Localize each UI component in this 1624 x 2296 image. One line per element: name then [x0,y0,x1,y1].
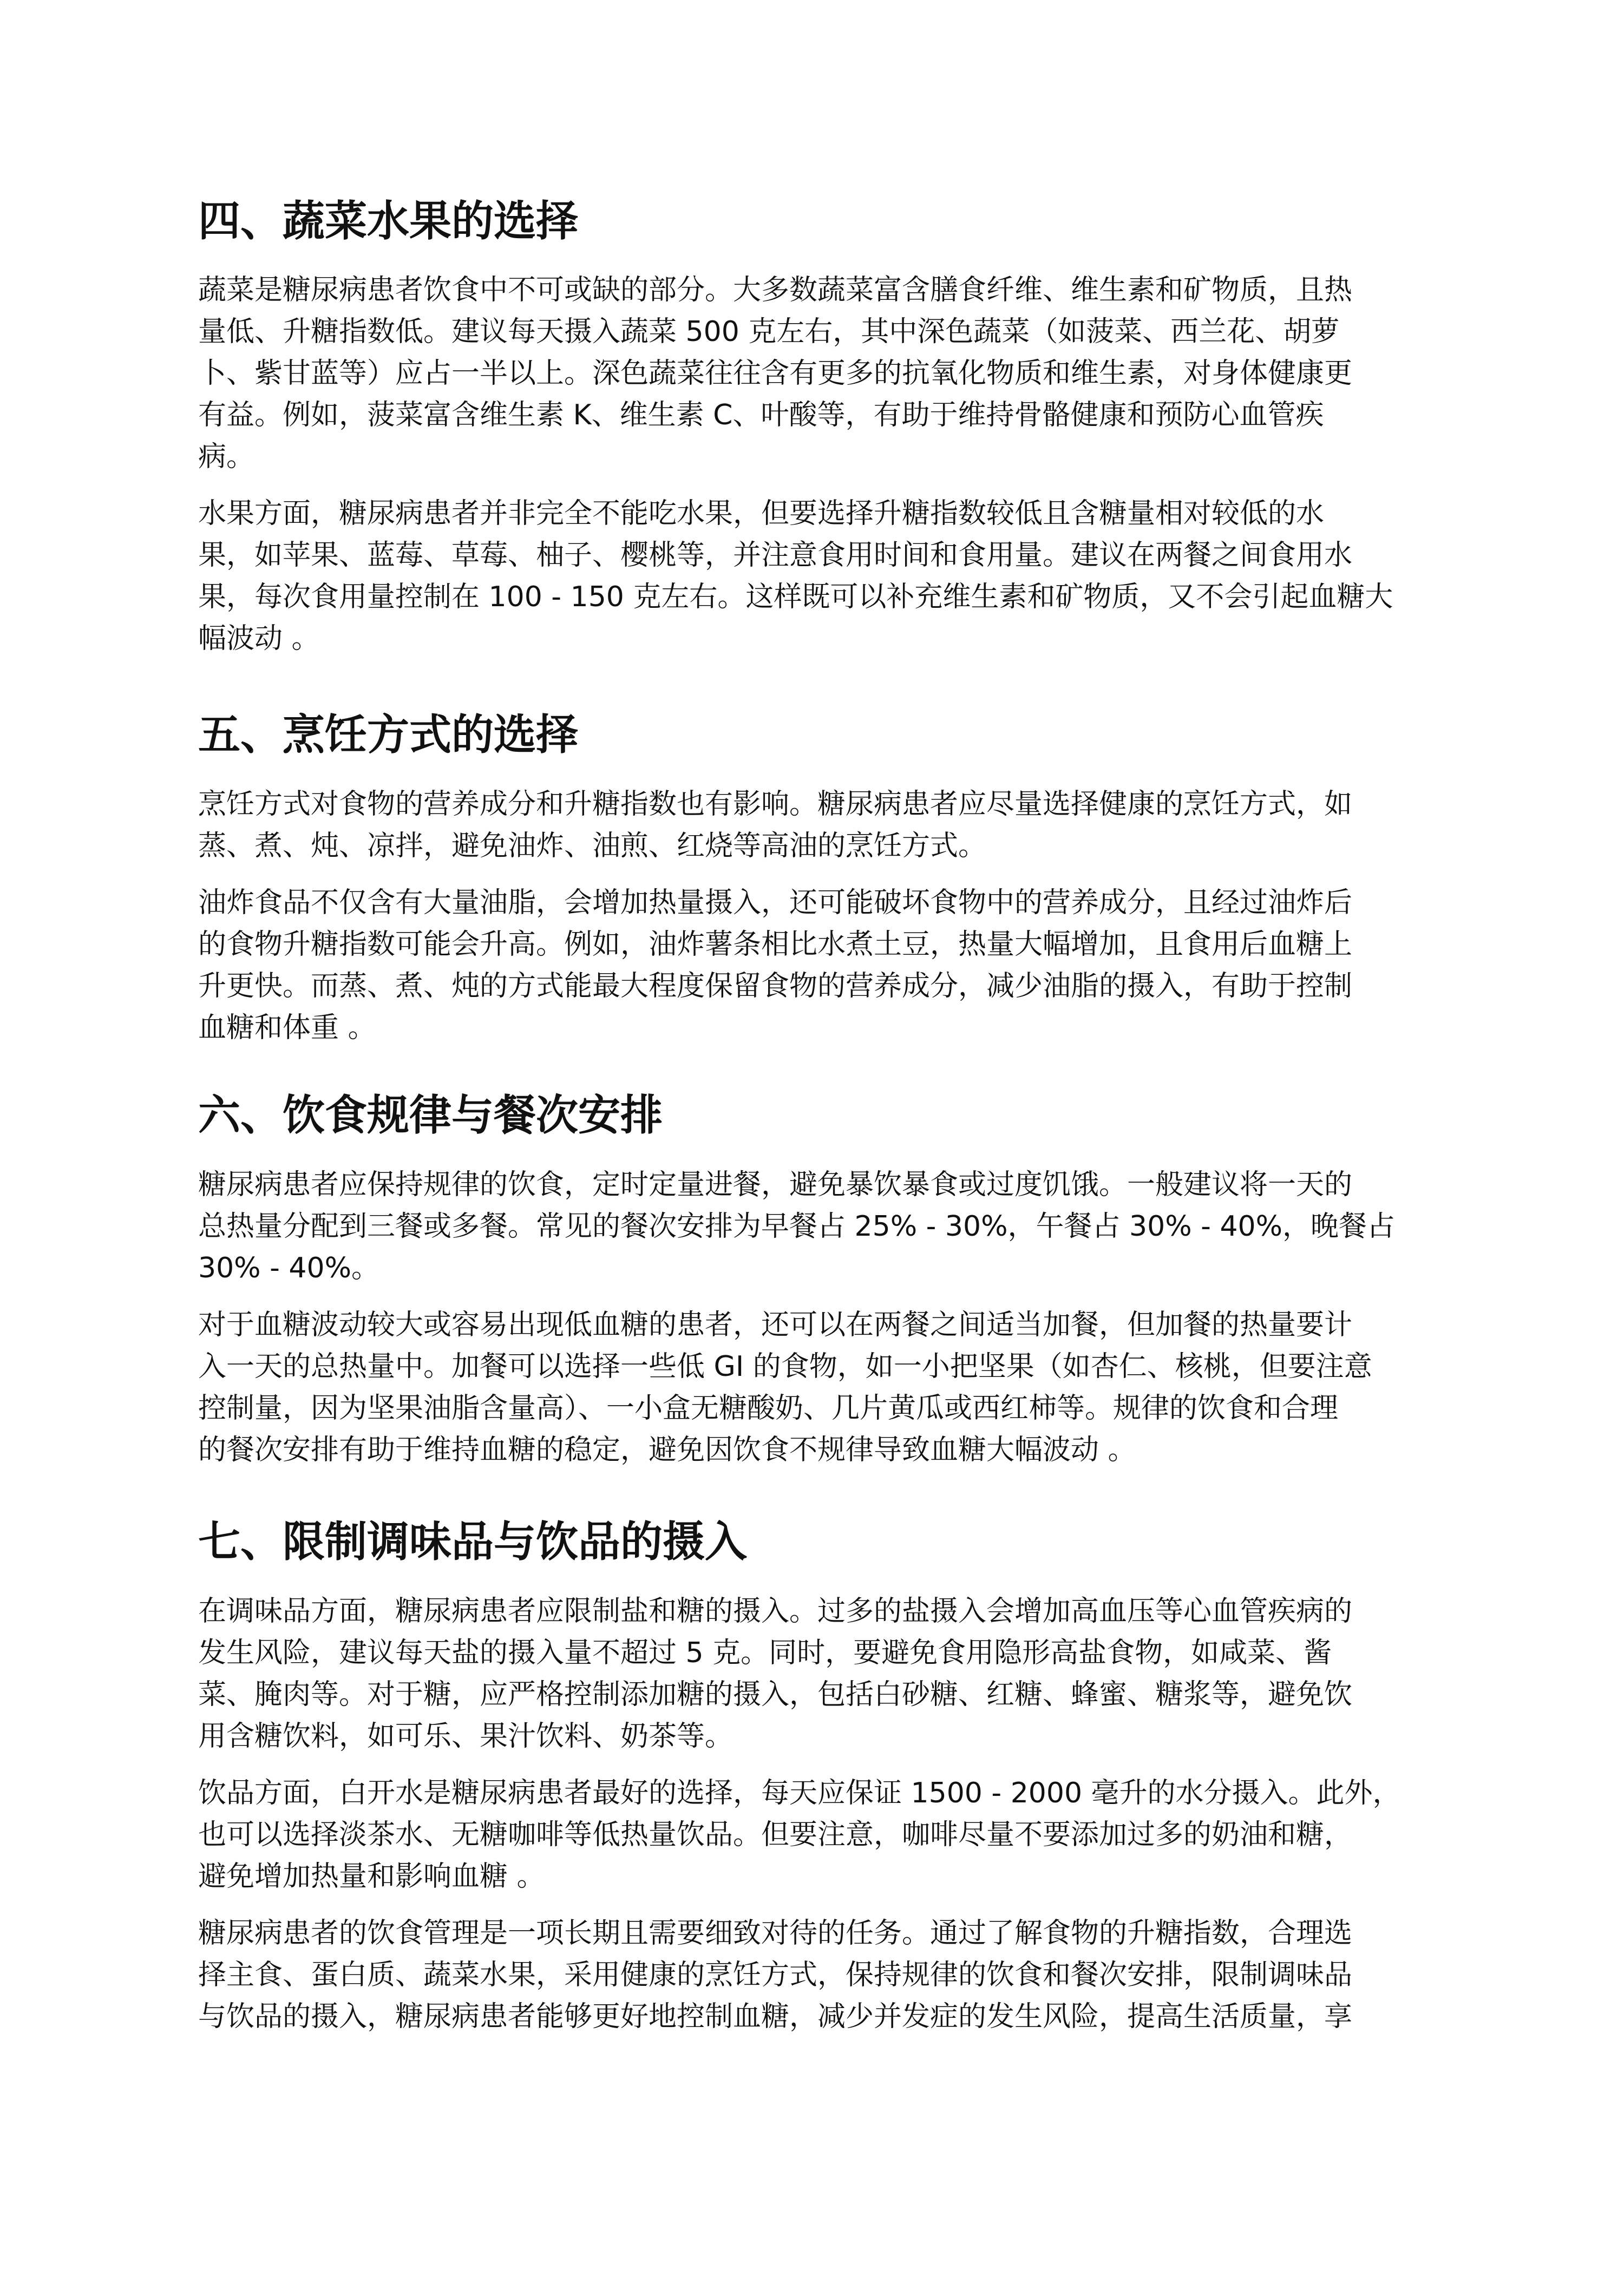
text-line: 菜、腌肉等。对于糖，应严格控制添加糖的摄入，包括白砂糖、红糖、蜂蜜、糖浆等，避免饮 [198,1678,1353,1711]
section-5-paragraph-1 [198,784,1438,867]
section-6-paragraph-1 [198,1164,1438,1289]
text-line: 也可以选择淡茶水、无糖咖啡等低热量饮品。但要注意，咖啡尽量不要添加过多的奶油和糖， [198,1819,1353,1851]
text-line: 在调味品方面，糖尿病患者应限制盐和糖的摄入。过多的盐摄入会增加高血压等心血管疾病的 [198,1595,1353,1628]
text-line: 入一天的总热量中。加餐可以选择一些低 GI 的食物，如一小把坚果（如杏仁、核桃，但要注意 [198,1350,1372,1383]
section-6-paragraph-2 [198,1304,1438,1471]
section-7-paragraph-3 [198,1913,1438,2038]
text-line: 果，每次食用量控制在 100 - 150 克左右。这样既可以补充维生素和矿物质，又不会引起血糖大 [198,581,1393,613]
text-line: 择主食、蛋白质、蔬菜水果，采用健康的烹饪方式，保持规律的饮食和餐次安排，限制调味品 [198,1959,1353,1991]
text-line: 升更快。而蒸、煮、炖的方式能最大程度保留食物的营养成分，减少油脂的摄入，有助于控制 [198,970,1353,1002]
section-heading-4: 四、蔬菜水果的选择 [198,197,579,246]
text-line: 有益。例如，菠菜富含维生素 K、维生素 C、叶酸等，有助于维持骨骼健康和预防心血管疾 [198,399,1324,431]
text-line: 糖尿病患者的饮食管理是一项长期且需要细致对待的任务。通过了解食物的升糖指数，合理选 [198,1917,1353,1950]
text-line: 避免增加热量和影响血糖 。 [198,1860,545,1893]
text-line: 水果方面，糖尿病患者并非完全不能吃水果，但要选择升糖指数较低且含糖量相对较低的水 [198,497,1325,530]
text-line: 烹饪方式对食物的营养成分和升糖指数也有影响。糖尿病患者应尽量选择健康的烹饪方式，如 [198,788,1353,821]
section-5-paragraph-2 [198,882,1438,1049]
text-line: 糖尿病患者应保持规律的饮食，定时定量进餐，避免暴饮暴食或过度饥饿。一般建议将一天的 [198,1169,1353,1201]
section-7-paragraph-1 [198,1591,1438,1757]
text-line: 饮品方面，白开水是糖尿病患者最好的选择，每天应保证 1500 - 2000 毫升的水分摄入。此外， [198,1777,1401,1809]
text-line: 的餐次安排有助于维持血糖的稳定，避免因饮食不规律导致血糖大幅波动 。 [198,1434,1136,1466]
text-line: 幅波动 。 [198,622,320,655]
text-line: 控制量，因为坚果油脂含量高）、一小盒无糖酸奶、几片黄瓜或西红柿等。规律的饮食和合理 [198,1392,1339,1425]
text-line: 30% - 40%。 [198,1252,379,1284]
text-line: 蒸、煮、炖、凉拌，避免油炸、油煎、红烧等高油的烹饪方式。 [198,830,987,862]
text-line: 卜、紫甘蓝等）应占一半以上。深色蔬菜往往含有更多的抗氧化物质和维生素，对身体健康更 [198,357,1353,390]
text-line: 果，如苹果、蓝莓、草莓、柚子、樱桃等，并注意食用时间和食用量。建议在两餐之间食用水 [198,539,1353,572]
text-line: 量低、升糖指数低。建议每天摄入蔬菜 500 克左右，其中深色蔬菜（如菠菜、西兰花、胡萝 [198,316,1340,348]
section-4-paragraph-2 [198,493,1438,660]
text-line: 的食物升糖指数可能会升高。例如，油炸薯条相比水煮土豆，热量大幅增加，且食用后血糖上 [198,928,1353,961]
text-line: 对于血糖波动较大或容易出现低血糖的患者，还可以在两餐之间适当加餐，但加餐的热量要计 [198,1309,1353,1341]
text-line: 蔬菜是糖尿病患者饮食中不可或缺的部分。大多数蔬菜富含膳食纤维、维生素和矿物质，且热 [198,274,1353,306]
text-line: 用含糖饮料，如可乐、果汁饮料、奶茶等。 [198,1720,734,1753]
text-line: 油炸食品不仅含有大量油脂，会增加热量摄入，还可能破坏食物中的营养成分，且经过油炸后 [198,887,1353,919]
text-line: 病。 [198,441,255,473]
text-line: 血糖和体重 。 [198,1012,376,1044]
section-heading-5: 五、烹饪方式的选择 [198,711,579,759]
text-line: 发生风险，建议每天盐的摄入量不超过 5 克。同时，要避免食用隐形高盐食物，如咸菜、酱 [198,1637,1332,1669]
text-line: 与饮品的摄入，糖尿病患者能够更好地控制血糖，减少并发症的发生风险，提高生活质量，享 [198,2000,1353,2033]
section-7-paragraph-2 [198,1773,1438,1898]
section-heading-7: 七、限制调味品与饮品的摄入 [198,1518,748,1566]
text-line: 总热量分配到三餐或多餐。常见的餐次安排为早餐占 25% - 30%，午餐占 30% - 40%，晚餐占 [198,1210,1396,1243]
section-4-paragraph-1 [198,270,1438,478]
section-heading-6: 六、饮食规律与餐次安排 [198,1091,663,1140]
